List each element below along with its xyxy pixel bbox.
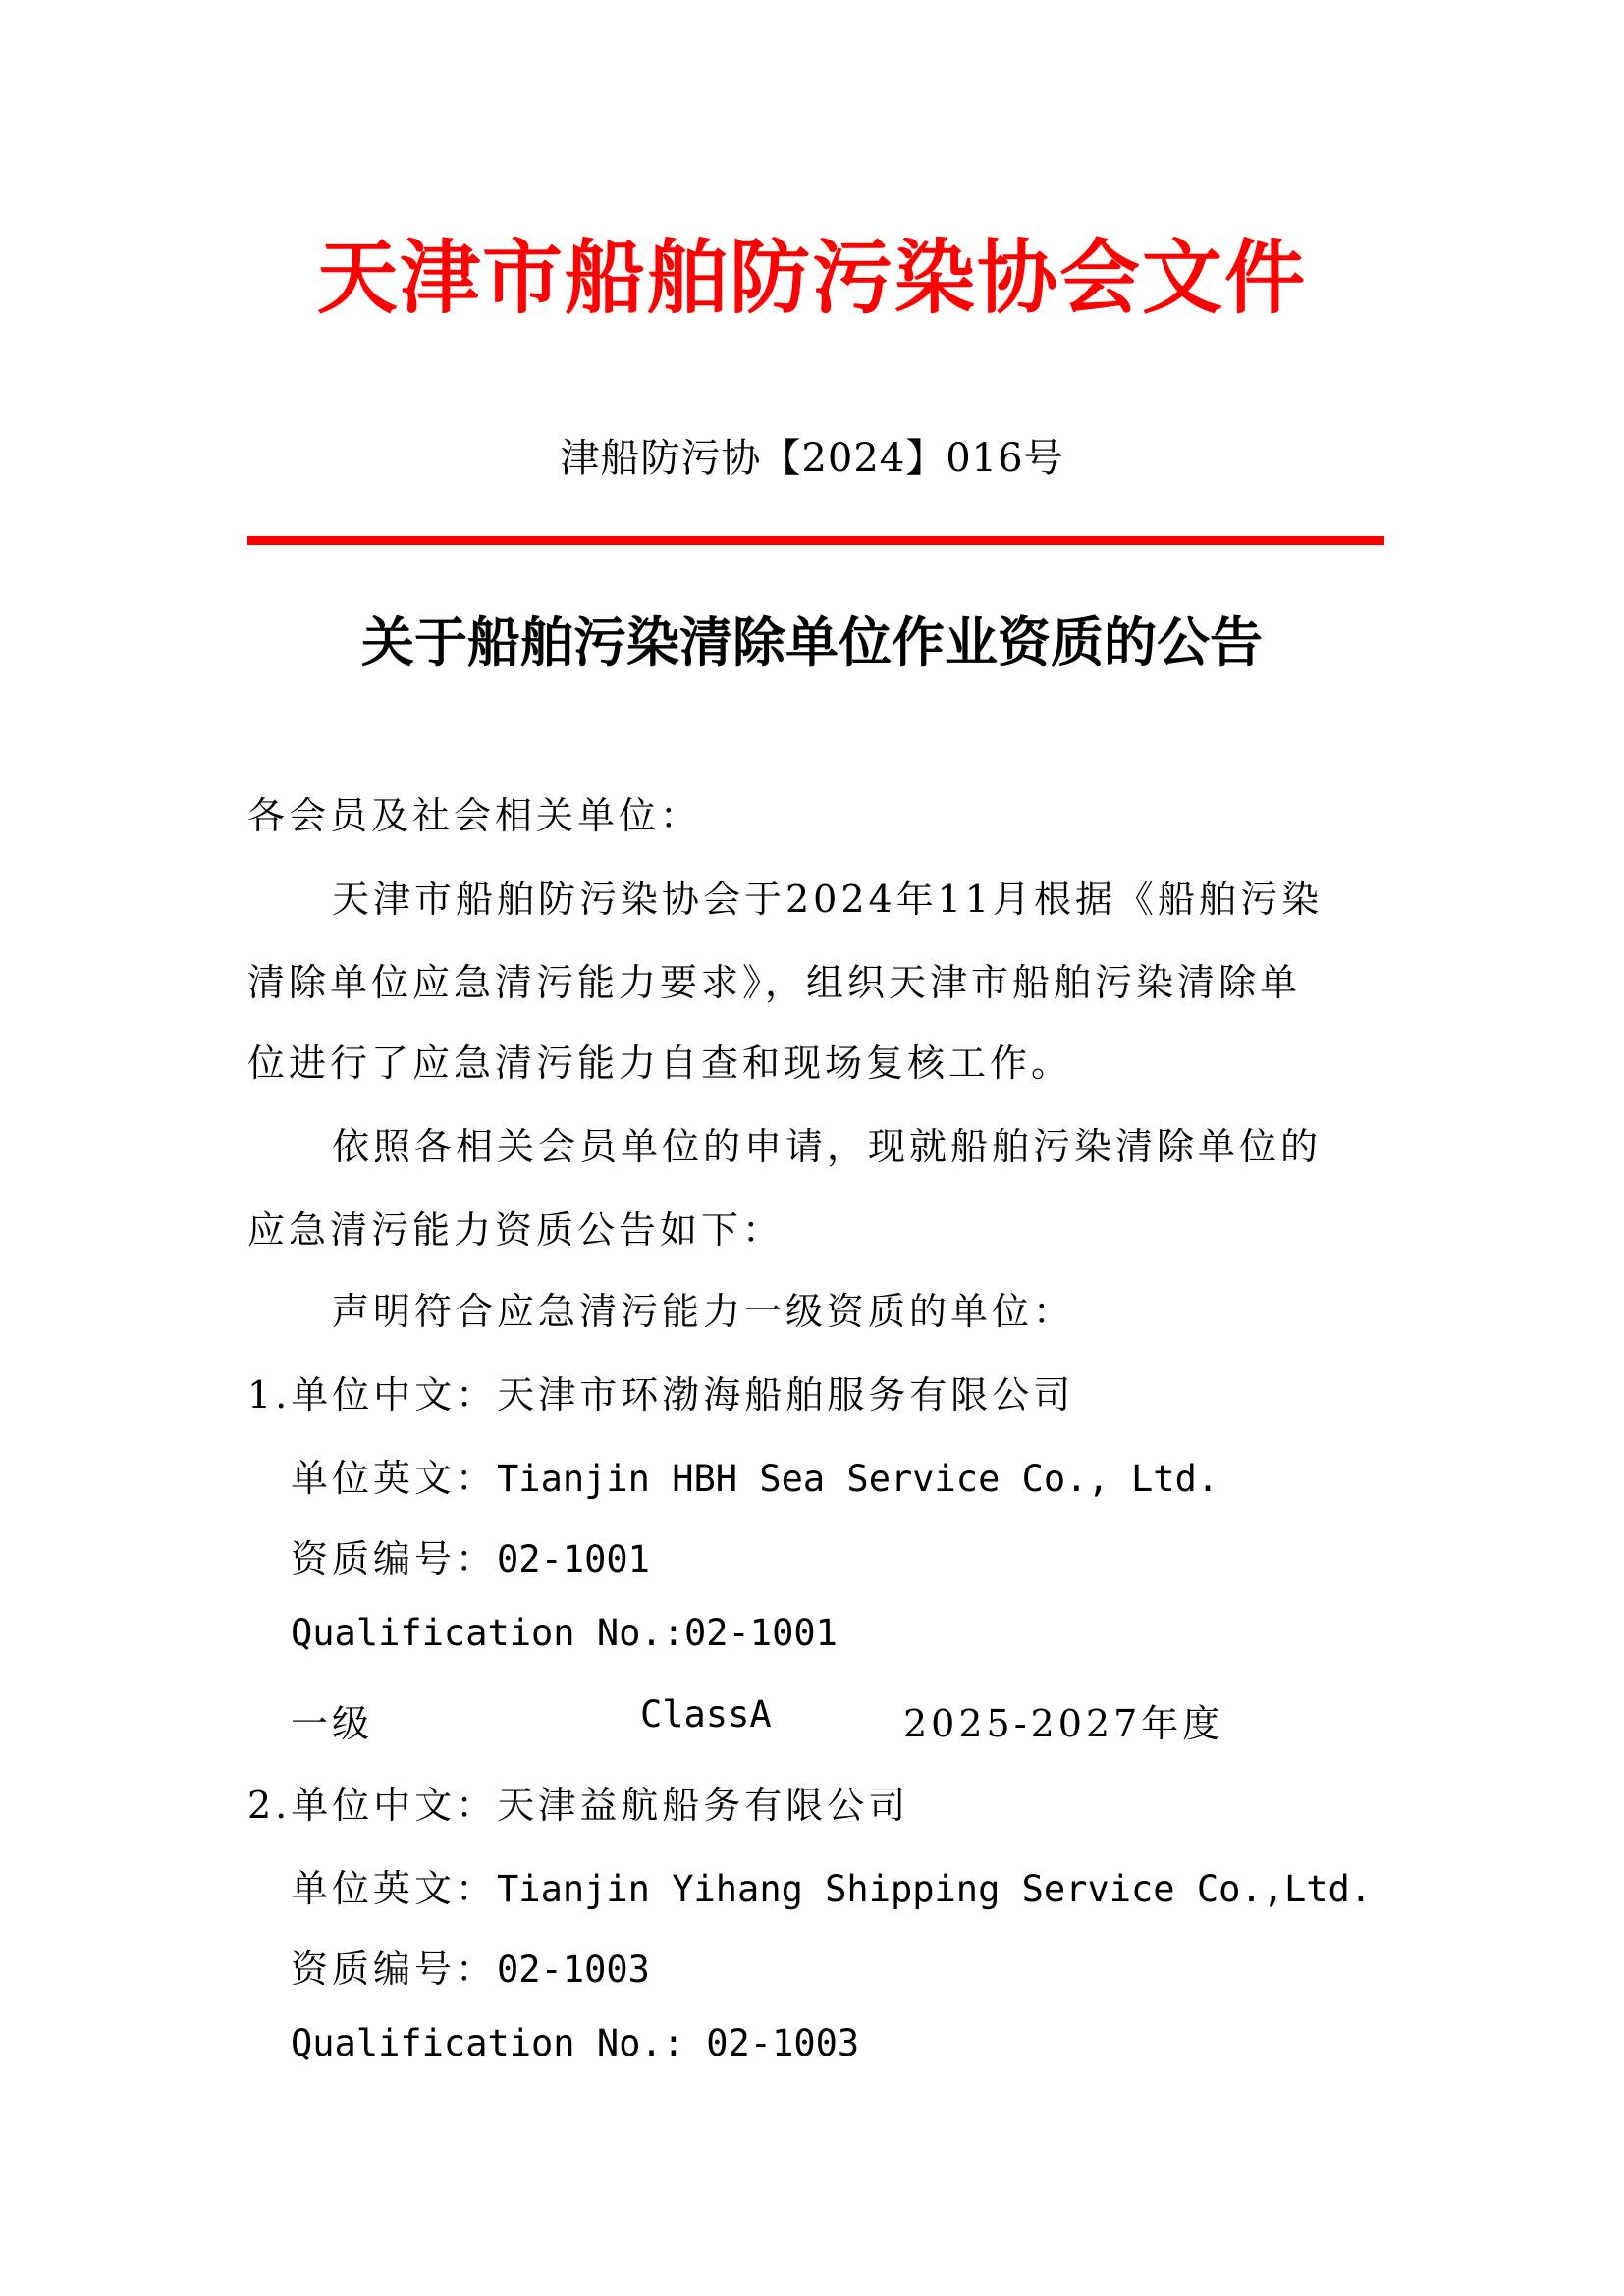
qual-number: 02-1001 <box>497 1538 650 1580</box>
para2-line2: 应急清污能力资质公告如下： <box>247 1208 785 1252</box>
unit-en-label: 单位英文： <box>291 1867 498 1910</box>
unit-2-qual-en: Qualification No.: 02-1003 <box>291 2022 860 2064</box>
unit-1-period: 2025-2027年度 <box>903 1702 1224 1745</box>
red-divider <box>247 536 1384 545</box>
unit-1-grade-en: ClassA <box>640 1693 772 1735</box>
org-title: 天津市船舶防污染协会文件 <box>316 232 1307 325</box>
unit-2-cn <box>247 1775 909 1829</box>
salutation: 各会员及社会相关单位： <box>247 794 702 837</box>
unit-cn-label: 单位中文： <box>291 1373 498 1416</box>
section-label: 声明符合应急清污能力一级资质的单位： <box>332 1290 1075 1333</box>
unit-cn-name: 天津市环渤海船舶服务有限公司 <box>497 1373 1075 1416</box>
unit-cn-name: 天津益航船务有限公司 <box>497 1784 910 1827</box>
para2-line1: 依照各相关会员单位的申请，现就船舶污染清除单位的 <box>332 1125 1323 1168</box>
para1-line3: 位进行了应急清污能力自查和现场复核工作。 <box>247 1041 1073 1085</box>
qual-number: 02-1003 <box>497 1949 650 1991</box>
unit-1-qual-en: Qualification No.:02-1001 <box>291 1612 838 1654</box>
unit-en-label: 单位英文： <box>291 1457 498 1500</box>
unit-en-name: Tianjin HBH Sea Service Co., Ltd. <box>497 1458 1219 1500</box>
qual-label: 资质编号： <box>291 1948 498 1991</box>
para1-line1: 天津市船舶防污染协会于2024年11月根据《船舶污染 <box>332 878 1324 921</box>
unit-index: 2. <box>247 1784 292 1827</box>
unit-cn-label: 单位中文： <box>291 1784 498 1827</box>
unit-1-qual <box>291 1528 650 1582</box>
announcement-title: 关于船舶污染清除单位作业资质的公告 <box>361 612 1263 673</box>
qual-label: 资质编号： <box>291 1537 498 1580</box>
unit-2-qual <box>291 1939 650 1993</box>
unit-index: 1. <box>247 1373 292 1416</box>
para1-line2: 清除单位应急清污能力要求》，组织天津市船舶污染清除单 <box>247 961 1302 1004</box>
unit-2-en <box>291 1858 1372 1912</box>
unit-en-name: Tianjin Yihang Shipping Service Co.,Ltd. <box>497 1868 1373 1910</box>
unit-1-grade-cn: 一级 <box>291 1702 374 1745</box>
document-number: 津船防污协【2024】016号 <box>560 436 1064 481</box>
unit-1-en <box>291 1448 1218 1502</box>
unit-1-cn <box>247 1364 1074 1418</box>
